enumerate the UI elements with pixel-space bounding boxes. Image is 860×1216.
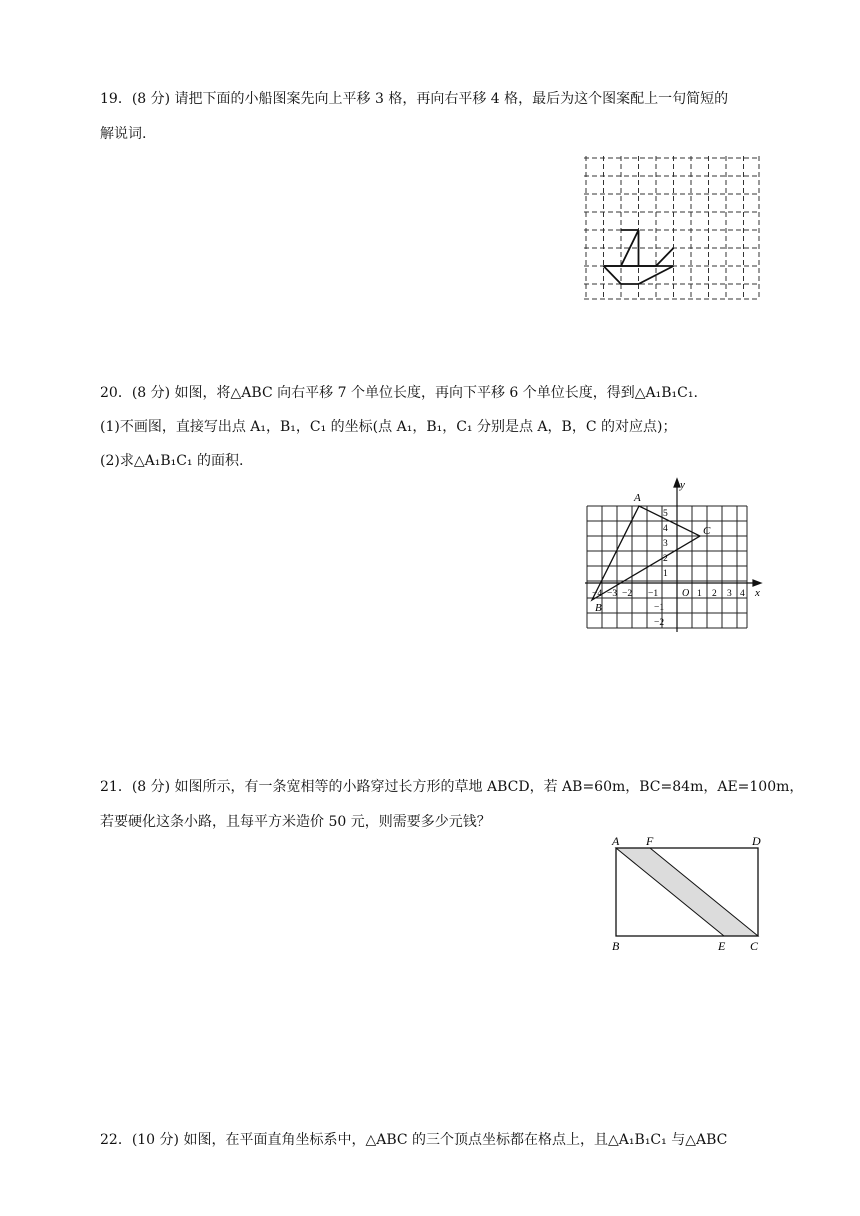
q21-text-line1: 21．(8 分) 如图所示，有一条宽相等的小路穿过长方形的草地 ABCD，若 AB=60m，BC=84m，AE=100m， bbox=[100, 779, 804, 795]
x-tick-label: 3 bbox=[727, 589, 732, 599]
y-tick-label: −1 bbox=[654, 603, 665, 613]
x-tick-label: 2 bbox=[712, 589, 717, 599]
y-tick-label: 1 bbox=[663, 569, 668, 579]
vertex-f-label: F bbox=[646, 834, 654, 848]
boat-grid-figure bbox=[584, 156, 764, 302]
boat-outline bbox=[604, 230, 674, 284]
y-tick-label: 5 bbox=[663, 509, 668, 519]
coordinate-grid-figure bbox=[585, 476, 765, 636]
y-tick-label: −2 bbox=[654, 618, 665, 628]
x-axis-label: x bbox=[755, 587, 760, 599]
point-c-label: C bbox=[703, 525, 711, 537]
x-tick-label: −4 bbox=[592, 589, 603, 599]
vertex-a-label: A bbox=[612, 834, 620, 848]
q19-text-line1: 19．(8 分) 请把下面的小船图案先向上平移 3 格，再向右平移 4 格，最后为这个图案配上一句简短的 bbox=[100, 91, 729, 107]
x-tick-label: −2 bbox=[622, 589, 633, 599]
dashed-grid bbox=[584, 156, 760, 300]
q20-part2: (2)求△A₁B₁C₁ 的面积. bbox=[100, 453, 244, 469]
point-a-label: A bbox=[634, 492, 641, 504]
vertex-b-label: B bbox=[612, 939, 620, 953]
y-tick-label: 2 bbox=[663, 554, 668, 564]
vertex-e-label: E bbox=[718, 939, 726, 953]
y-tick-label: 3 bbox=[663, 539, 668, 549]
y-axis-label: y bbox=[680, 479, 685, 491]
y-tick-label: 4 bbox=[663, 524, 668, 534]
q20-text-line1: 20．(8 分) 如图，将△ABC 向右平移 7 个单位长度，再向下平移 6 个单位长度，得到△A₁B₁C₁. bbox=[100, 385, 698, 401]
path-strip bbox=[616, 848, 758, 936]
q22-text-line1: 22．(10 分) 如图，在平面直角坐标系中，△ABC 的三个顶点坐标都在格点上，且△A₁B₁C₁ 与△ABC bbox=[100, 1132, 728, 1148]
x-tick-label: −1 bbox=[648, 589, 659, 599]
vertex-d-label: D bbox=[752, 834, 761, 848]
y-tick-labels bbox=[654, 509, 668, 628]
x-tick-label: −3 bbox=[607, 589, 618, 599]
x-tick-label: 4 bbox=[740, 589, 745, 599]
triangle-abc bbox=[592, 506, 700, 600]
origin-label: O bbox=[682, 588, 690, 599]
coordinate-axes bbox=[585, 479, 761, 632]
point-b-label: B bbox=[595, 602, 602, 614]
rectangle-path-figure bbox=[608, 832, 768, 954]
q19-text-line2: 解说词. bbox=[100, 126, 147, 142]
q21-text-line2: 若要硬化这条小路，且每平方米造价 50 元，则需要多少元钱？ bbox=[100, 814, 491, 830]
x-tick-label: 1 bbox=[697, 589, 702, 599]
vertex-c-label: C bbox=[750, 939, 759, 953]
q20-part1: (1)不画图，直接写出点 A₁，B₁，C₁ 的坐标(点 A₁，B₁，C₁ 分别是点 A，B，C 的对应点)； bbox=[100, 419, 677, 435]
